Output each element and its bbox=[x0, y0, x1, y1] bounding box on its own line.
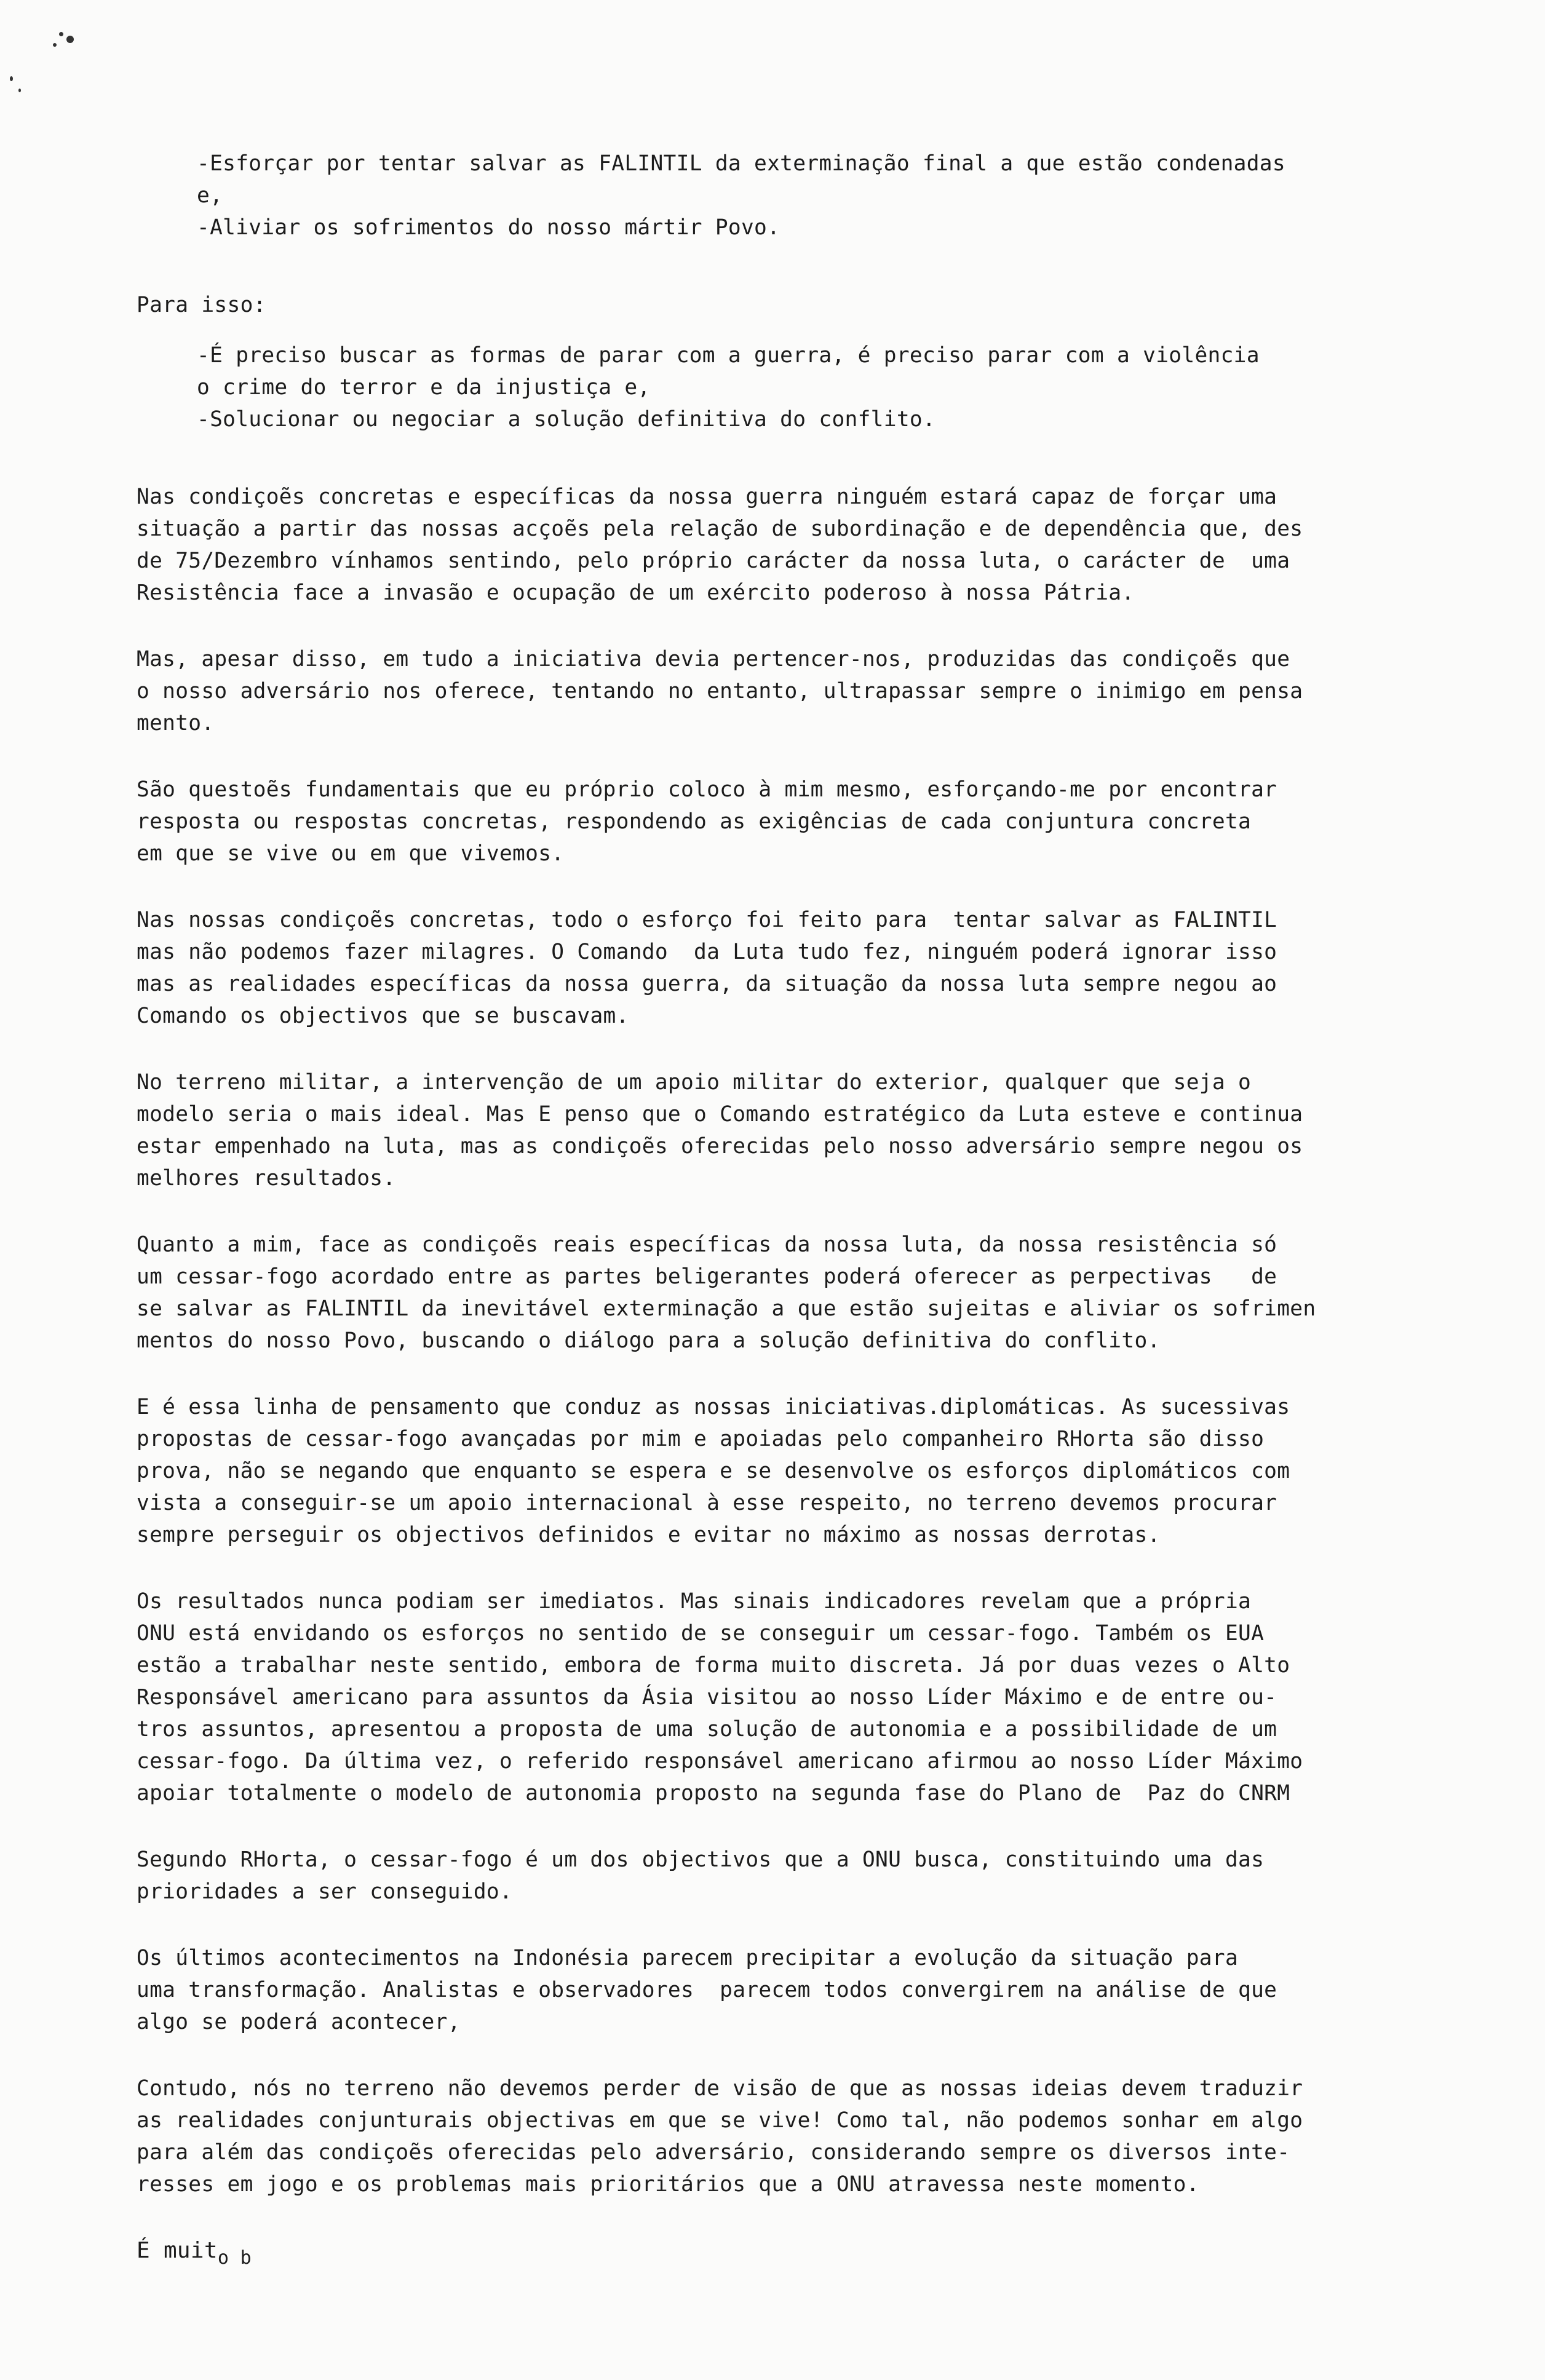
paragraph: Os resultados nunca podiam ser imediatos. Mas sinais indicadores revelam que a própria ONU está envidando os esforços no sentido de se conseguir um cessar-fogo. Também os EUA estão a trabalhar neste sentido, embora de forma muito discreta. Já por duas vezes o Alto Responsável americano para assuntos da Ásia visitou ao nosso Líder Máximo e de entre ou- tros assuntos, apresentou a proposta de uma solução de autonomia e a possibilidade de um cessar-fogo. Da última vez, o referido responsável americano afirmou ao nosso Líder Máximo apoiar totalmente o modelo de autonomia proposto na segunda fase do Plano de Paz do CNRM bbox=[137, 1589, 1303, 1806]
paragraph: Mas, apesar disso, em tudo a iniciativa devia pertencer-nos, produzidas das condiçoẽs que o nosso adversário nos oferece, tentando no entanto, ultrapassar sempre o inimigo em pensa mento. bbox=[137, 647, 1303, 736]
scan-speck bbox=[66, 36, 74, 43]
scan-speck bbox=[18, 89, 21, 92]
closing-text-subscript: o b bbox=[217, 2247, 252, 2269]
bullet-list-objectives bbox=[137, 148, 1477, 244]
closing-text: É muit bbox=[137, 2238, 218, 2263]
document-body bbox=[137, 148, 1477, 2309]
scan-speck bbox=[10, 76, 13, 81]
scan-speck bbox=[53, 43, 57, 47]
bullet-item: -Solucionar ou negociar a solução definitiva do conflito. bbox=[197, 407, 936, 432]
section-label: Para isso: bbox=[137, 293, 266, 317]
paragraph: E é essa linha de pensamento que conduz as nossas iniciativas.diplomáticas. As sucessivas propostas de cessar-fogo avançadas por mim e apoiadas pelo companheiro RHorta são disso prova, não se negando que enquanto se espera e se desenvolve os esforços diplomáticos com vista a conseguir-se um apoio internacional à esse respeito, no terreno devemos procurar sempre perseguir os objectivos definidos e evitar no máximo as nossas derrotas. bbox=[137, 1395, 1290, 1547]
paragraph: Nas condiçoẽs concretas e específicas da nossa guerra ninguém estará capaz de forçar uma situação a partir das nossas acçoẽs pela relação de subordinação e de dependência que, des de 75/Dezembro vínhamos sentindo, pelo próprio carácter da nossa luta, o carácter de uma Resistência face a invasão e ocupação de um exército poderoso à nossa Pátria. bbox=[137, 485, 1303, 605]
bullet-item: -Aliviar os sofrimentos do nosso mártir Povo. bbox=[197, 215, 780, 240]
bullet-item: -Esforçar por tentar salvar as FALINTIL da exterminação final a que estão condenadas e, bbox=[197, 151, 1285, 208]
closing-fragment bbox=[137, 2235, 1477, 2274]
paragraph: No terreno militar, a intervenção de um apoio militar do exterior, qualquer que seja o modelo seria o mais ideal. Mas E penso que o Comando estratégico da Luta esteve e continua estar empenhado na luta, mas as condiçoẽs oferecidas pelo nosso adversário sempre negou os melhores resultados. bbox=[137, 1070, 1303, 1191]
paragraph: Os últimos acontecimentos na Indonésia parecem precipitar a evolução da situação para uma transformação. Analistas e observadores parecem todos convergirem na análise de que algo se poderá acontecer, bbox=[137, 1946, 1277, 2034]
paragraph: Contudo, nós no terreno não devemos perder de visão de que as nossas ideias devem traduzir as realidades conjunturais objectivas em que se vive! Como tal, não podemos sonhar em algo para além das condiçoẽs oferecidas pelo adversário, considerando sempre os diversos inte- resses em jogo e os problemas mais prioritários que a ONU atravessa neste momento. bbox=[137, 2076, 1303, 2197]
paragraph: Segundo RHorta, o cessar-fogo é um dos objectivos que a ONU busca, constituindo uma das prioridades a ser conseguido. bbox=[137, 1847, 1265, 1904]
paragraph: Quanto a mim, face as condiçoẽs reais específicas da nossa luta, da nossa resistência só um cessar-fogo acordado entre as partes beligerantes poderá oferecer as perpectivas de se salvar as FALINTIL da inevitável exterminação a que estão sujeitas e aliviar os sofrimen mentos do nosso Povo, buscando o diálogo para a solução definitiva do conflito. bbox=[137, 1232, 1316, 1353]
paragraph: Nas nossas condiçoẽs concretas, todo o esforço foi feito para tentar salvar as FALINTIL mas não podemos fazer milagres. O Comando da Luta tudo fez, ninguém poderá ignorar isso mas as realidades específicas da nossa guerra, da situação da nossa luta sempre negou ao Comando os objectivos que se buscavam. bbox=[137, 908, 1277, 1028]
paragraph: São questoẽs fundamentais que eu próprio coloco à mim mesmo, esforçando-me por encontrar resposta ou respostas concretas, respondendo as exigências de cada conjuntura concreta em que se vive ou em que vivemos. bbox=[137, 777, 1277, 866]
scan-speck bbox=[59, 32, 63, 36]
bullet-item: -É preciso buscar as formas de parar com a guerra, é preciso parar com a violência o crime do terror e da injustiça e, bbox=[197, 343, 1260, 400]
bullet-list-actions bbox=[137, 339, 1477, 435]
